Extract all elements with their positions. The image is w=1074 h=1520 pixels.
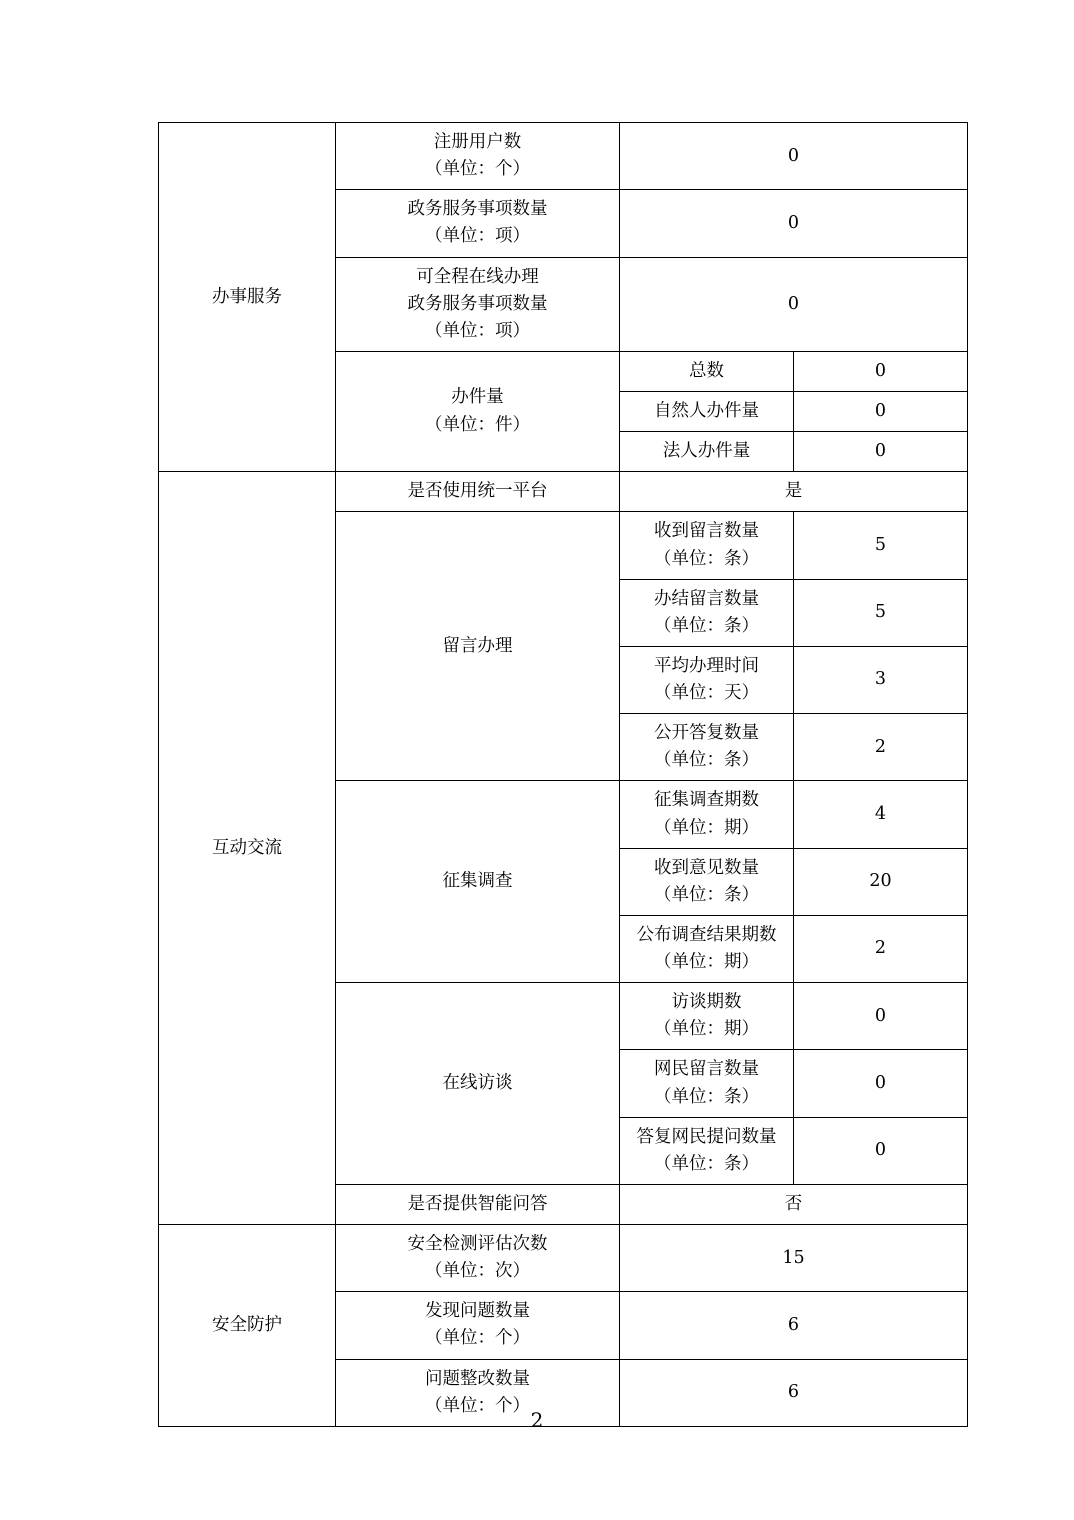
subitem-cell — [620, 512, 794, 579]
subitem-unit-line: （单位：条） — [654, 1086, 759, 1107]
value-cell: 2 — [794, 915, 968, 982]
item-unit-line: （单位：件） — [425, 414, 530, 435]
value-cell: 0 — [620, 190, 968, 257]
subitem-line: 网民留言数量 — [654, 1059, 759, 1080]
subitem-line: 公开答复数量 — [654, 723, 759, 744]
value-cell: 6 — [620, 1292, 968, 1359]
subitem-cell — [620, 983, 794, 1050]
category-cell-hdjl: 互动交流 — [159, 472, 336, 1225]
subitem-unit-line: （单位：期） — [654, 1019, 759, 1040]
value-cell: 6 — [620, 1359, 968, 1426]
table-body — [159, 123, 968, 1427]
subitem-unit-line: （单位：天） — [654, 683, 759, 703]
item-line: 政务服务事项数量 — [407, 293, 548, 314]
subitem-cell — [620, 714, 794, 781]
subitem-line: 征集调查期数 — [654, 790, 759, 811]
subitem-unit-line: （单位：条） — [654, 548, 759, 569]
subitem-cell: 总数 — [620, 351, 794, 391]
value-cell: 0 — [794, 1050, 968, 1117]
item-line: 政务服务事项数量 — [407, 199, 548, 220]
subitem-unit-line: （单位：期） — [654, 817, 759, 838]
value-cell: 4 — [794, 781, 968, 848]
item-cell: 在线访谈 — [336, 983, 620, 1185]
item-cell — [336, 1292, 620, 1359]
value-cell: 0 — [620, 123, 968, 190]
item-line: 注册用户数 — [433, 132, 522, 152]
value-cell: 0 — [794, 392, 968, 432]
item-unit-line: （单位：次） — [425, 1261, 530, 1282]
item-unit-line: （单位：个） — [425, 159, 530, 180]
value-cell: 否 — [620, 1184, 968, 1224]
item-cell: 征集调查 — [336, 781, 620, 983]
item-line: 办件量 — [451, 387, 504, 408]
item-cell — [336, 351, 620, 471]
subitem-cell — [620, 781, 794, 848]
subitem-unit-line: （单位：条） — [654, 750, 759, 771]
subitem-unit-line: （单位：条） — [654, 1153, 759, 1174]
subitem-cell — [620, 848, 794, 915]
subitem-cell — [620, 915, 794, 982]
subitem-cell — [620, 1050, 794, 1117]
item-cell — [336, 123, 620, 190]
item-unit-line: （单位：个） — [425, 1395, 530, 1416]
subitem-line: 收到留言数量 — [654, 521, 759, 542]
item-unit-line: （单位：项） — [425, 320, 530, 341]
item-line: 发现问题数量 — [425, 1301, 530, 1322]
subitem-line: 收到意见数量 — [654, 857, 759, 878]
value-cell: 5 — [794, 579, 968, 646]
table-row — [159, 472, 968, 512]
value-cell: 0 — [620, 257, 968, 351]
subitem-line: 办结留言数量 — [654, 588, 759, 609]
table-row — [159, 123, 968, 190]
table-row — [159, 1225, 968, 1292]
subitem-cell: 法人办件量 — [620, 432, 794, 472]
item-cell: 留言办理 — [336, 512, 620, 781]
item-line: 可全程在线办理 — [416, 266, 539, 287]
subitem-cell: 自然人办件量 — [620, 392, 794, 432]
category-cell-aqfh: 安全防护 — [159, 1225, 336, 1427]
subitem-line: 平均办理时间 — [654, 655, 759, 676]
government-website-report-table — [158, 122, 968, 1427]
subitem-unit-line: （单位：条） — [654, 884, 759, 905]
item-unit-line: （单位：项） — [425, 226, 530, 247]
subitem-line: 公布调查结果期数 — [636, 924, 777, 945]
value-cell: 0 — [794, 351, 968, 391]
value-cell: 3 — [794, 646, 968, 713]
subitem-cell — [620, 1117, 794, 1184]
subitem-cell — [620, 646, 794, 713]
item-line: 安全检测评估次数 — [407, 1234, 548, 1254]
value-cell: 5 — [794, 512, 968, 579]
item-cell: 是否提供智能问答 — [336, 1184, 620, 1224]
category-cell-bsfw: 办事服务 — [159, 123, 336, 472]
subitem-cell — [620, 579, 794, 646]
item-cell — [336, 1225, 620, 1292]
item-line: 问题整改数量 — [425, 1368, 530, 1389]
value-cell: 2 — [794, 714, 968, 781]
subitem-unit-line: （单位：条） — [654, 615, 759, 636]
item-cell — [336, 257, 620, 351]
value-cell: 0 — [794, 983, 968, 1050]
value-cell: 0 — [794, 1117, 968, 1184]
item-cell — [336, 190, 620, 257]
subitem-line: 答复网民提问数量 — [636, 1126, 777, 1147]
item-cell: 是否使用统一平台 — [336, 472, 620, 512]
subitem-unit-line: （单位：期） — [654, 952, 759, 972]
value-cell: 20 — [794, 848, 968, 915]
subitem-line: 访谈期数 — [671, 992, 742, 1013]
value-cell: 15 — [620, 1225, 968, 1292]
report-table-container — [158, 122, 940, 1427]
value-cell: 0 — [794, 432, 968, 472]
item-unit-line: （单位：个） — [425, 1328, 530, 1349]
value-cell: 是 — [620, 472, 968, 512]
page-number: 2 — [530, 1408, 544, 1432]
